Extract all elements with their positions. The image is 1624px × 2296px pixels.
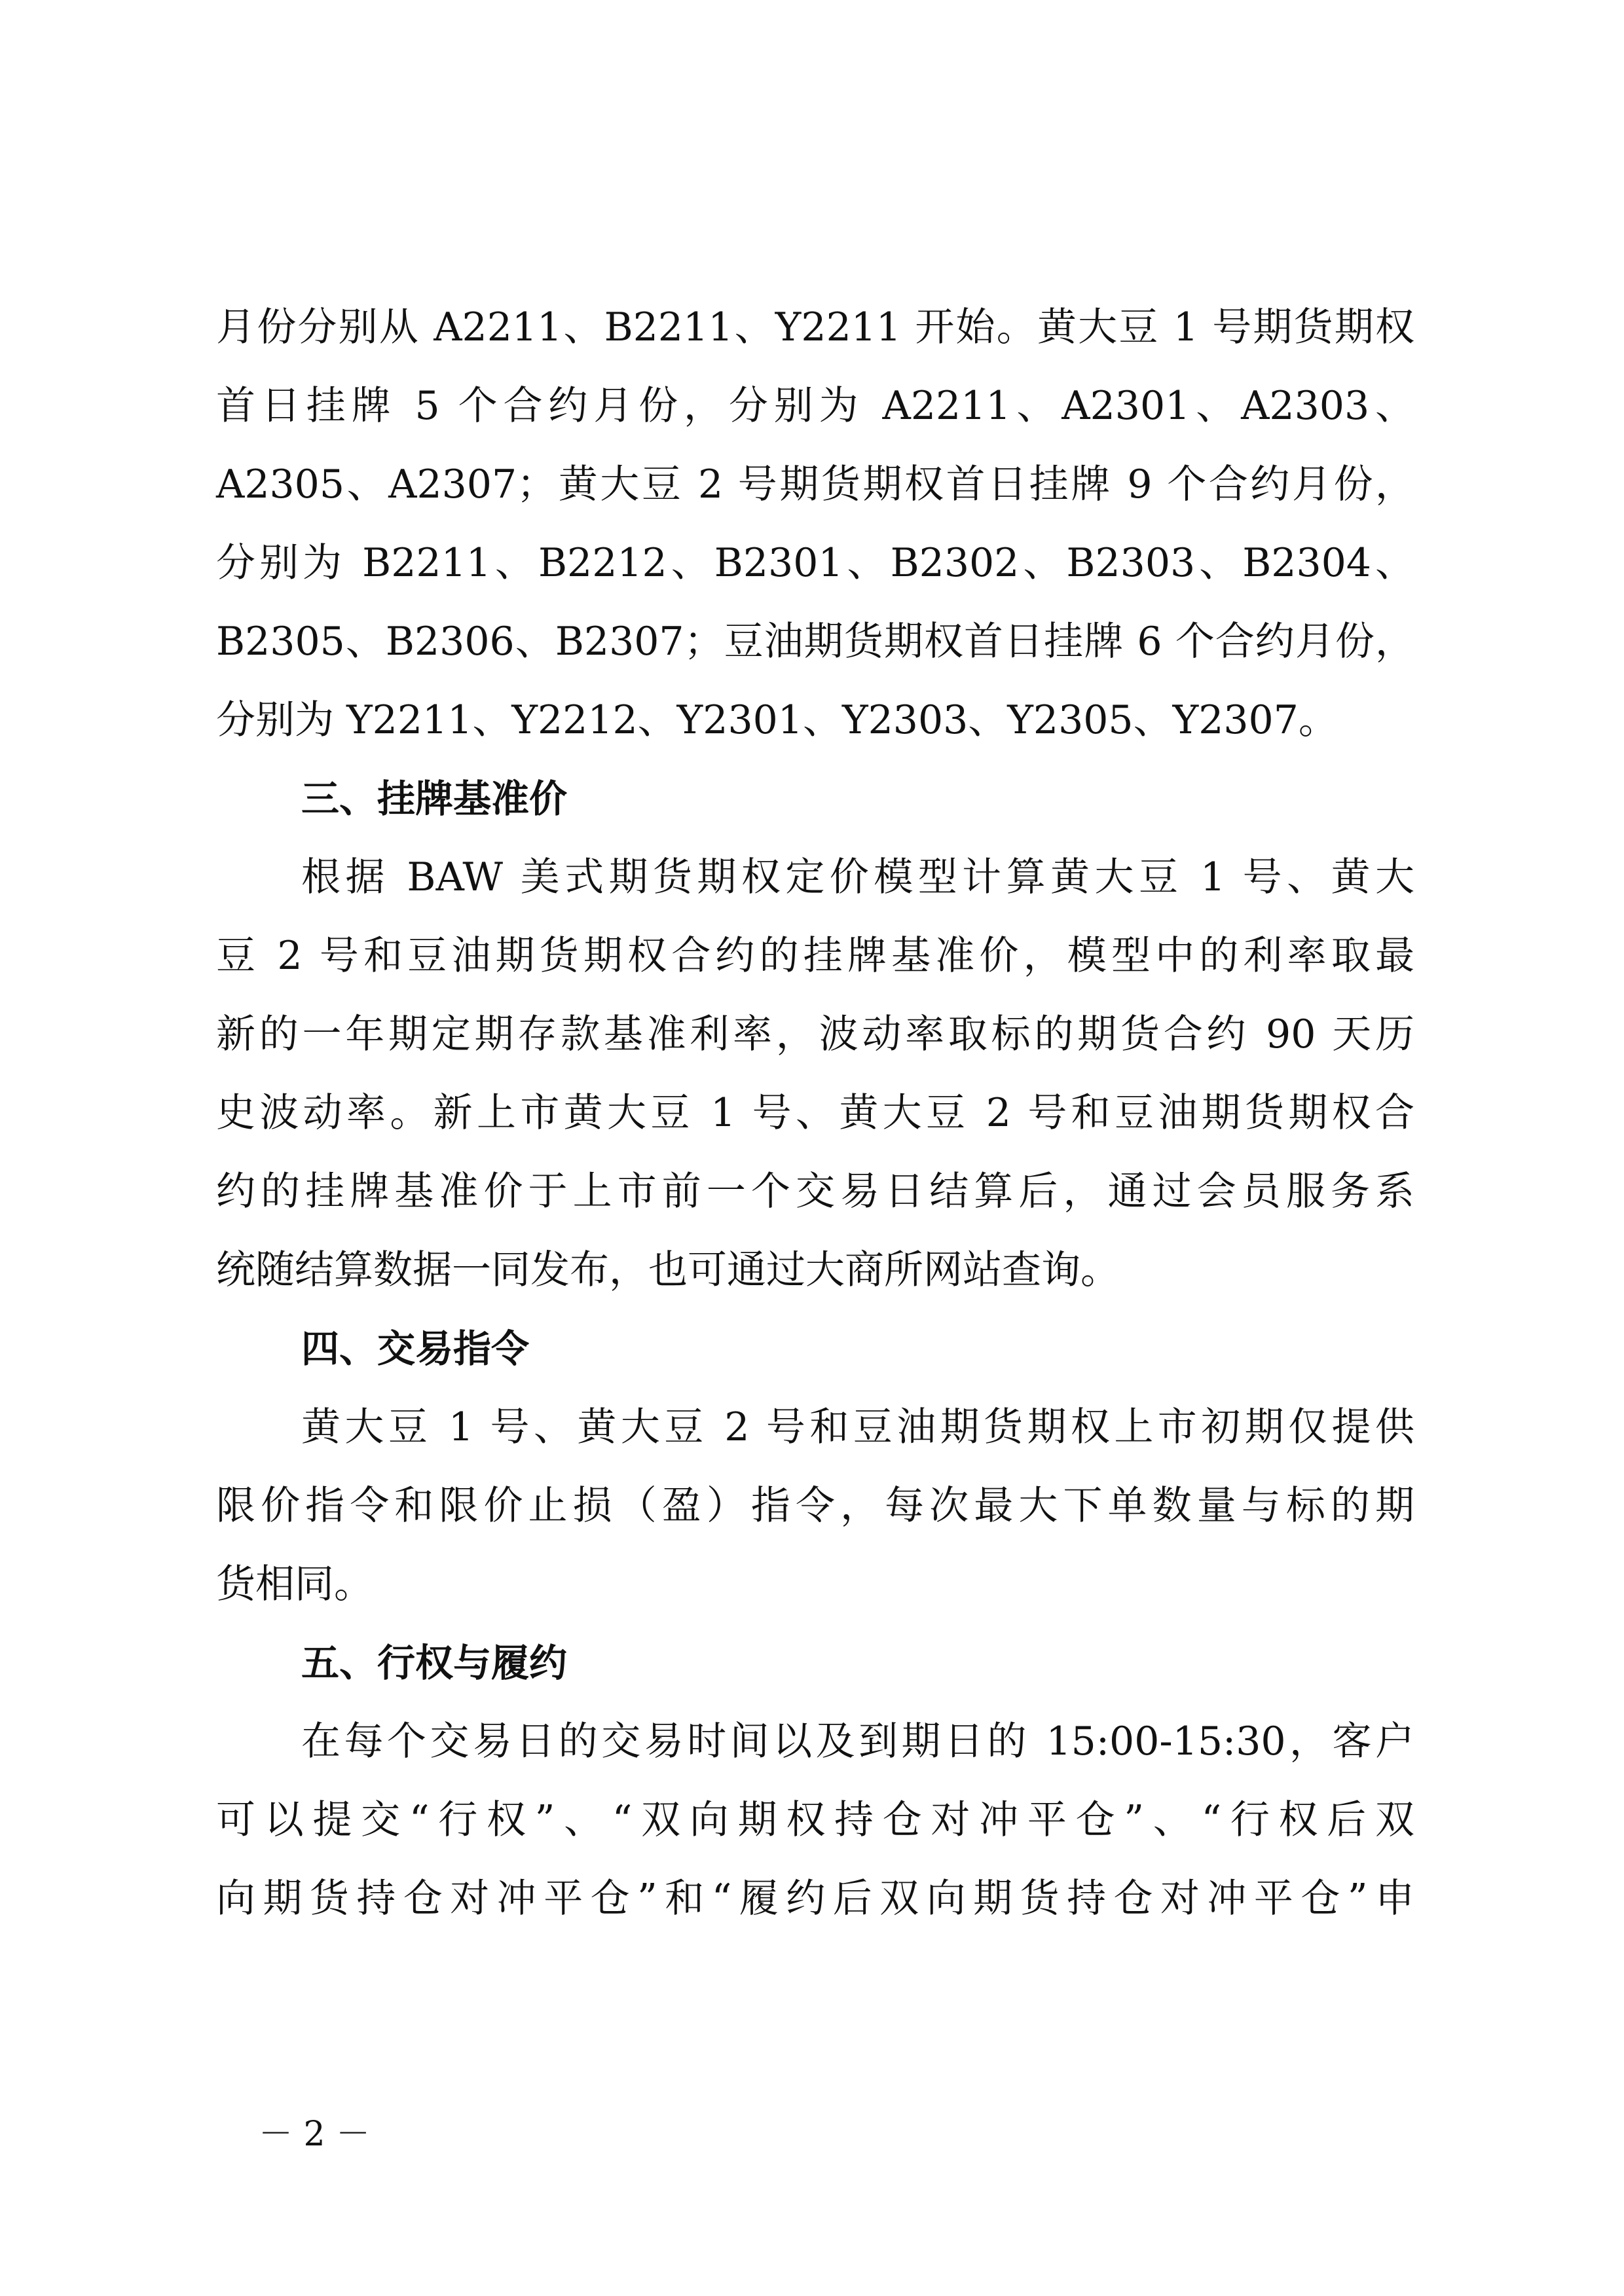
body-line: 根据 BAW 美式期货期权定价模型计算黄大豆 1 号、黄大 [301,854,1414,900]
body-line: 可以提交“行权”、“双向期权持仓对冲平仓”、“行权后双 [216,1797,1414,1843]
body-line: 限价指令和限价止损（盈）指令，每次最大下单数量与标的期 [216,1483,1414,1529]
body-line: A2305、A2307；黄大豆 2 号期货期权首日挂牌 9 个合约月份， [216,462,1414,507]
body-line: 统随结算数据一同发布，也可通过大商所网站查询。 [216,1247,1120,1293]
document-body [216,288,1414,1938]
body-line: 分别为 B2211、B2212、B2301、B2302、B2303、B2304、 [216,540,1414,586]
body-line: 史波动率。新上市黄大豆 1 号、黄大豆 2 号和豆油期货期权合 [216,1090,1414,1136]
body-line: 黄大豆 1 号、黄大豆 2 号和豆油期货期权上市初期仅提供 [301,1404,1414,1450]
body-line: 货相同。 [216,1561,373,1607]
body-line: 约的挂牌基准价于上市前一个交易日结算后，通过会员服务系 [216,1169,1414,1214]
body-line: 新的一年期定期存款基准利率，波动率取标的期货合约 90 天历 [216,1011,1414,1057]
body-line: 分别为 Y2211、Y2212、Y2301、Y2303、Y2305、Y2307。 [216,697,1338,743]
page-number: － 2 － [259,2115,371,2154]
body-line: B2305、B2306、B2307；豆油期货期权首日挂牌 6 个合约月份， [216,619,1414,665]
body-line: 在每个交易日的交易时间以及到期日的 15:00-15:30，客户 [301,1719,1414,1764]
body-line: 向期货持仓对冲平仓”和“履约后双向期货持仓对冲平仓”申 [216,1876,1414,1922]
body-line: 首日挂牌 5 个合约月份，分别为 A2211、A2301、A2303、 [216,383,1414,429]
section-heading-trading-orders: 四、交易指令 [301,1326,530,1371]
section-heading-exercise-and-performance: 五、行权与履约 [301,1641,568,1685]
section-heading-listing-price: 三、挂牌基准价 [301,776,568,821]
body-line: 豆 2 号和豆油期货期权合约的挂牌基准价，模型中的利率取最 [216,933,1414,979]
body-line: 月份分别从 A2211、B2211、Y2211 开始。黄大豆 1 号期货期权 [216,304,1414,350]
